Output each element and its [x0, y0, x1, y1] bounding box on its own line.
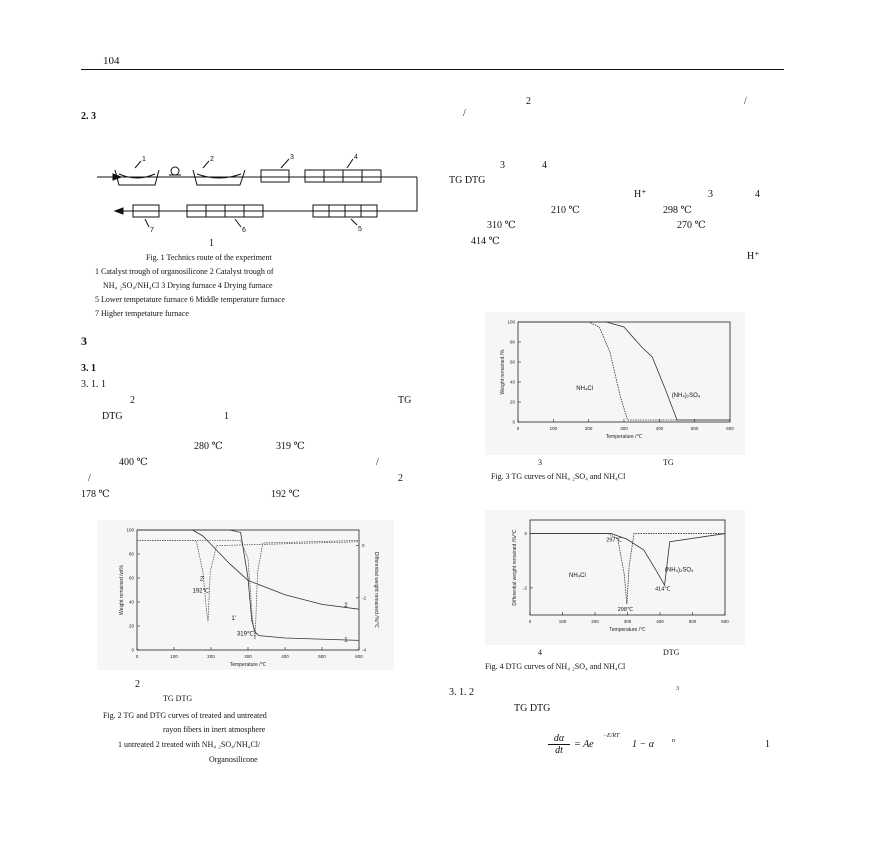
equation-tail: 1 − α	[632, 739, 654, 750]
page-number: 104	[103, 55, 120, 67]
fig3-y-axis-label: Weight remained /%	[500, 349, 506, 395]
fig1-label-6: 6	[242, 227, 246, 234]
fig4-annotation-297: 297℃	[606, 537, 622, 544]
fig2-series-line-2	[137, 530, 359, 609]
fig4-x-tick-label: 600	[721, 619, 729, 624]
equation-superscript: n	[672, 738, 675, 744]
fig1-caption: Fig. 1 Technics route of the experiment	[146, 253, 272, 262]
text-fragment: 2	[398, 473, 403, 484]
text-fragment: /	[88, 473, 91, 484]
fig4-caption: Fig. 4 DTG curves of NH₄ ₂SO₄ and NH₄Cl	[485, 662, 626, 671]
temp-280: 280 ℃	[194, 441, 223, 452]
fig3-plot-frame	[518, 322, 730, 422]
fig3-chart	[485, 312, 745, 455]
temp-270: 270 ℃	[677, 220, 706, 231]
text-fragment: 4	[755, 189, 760, 200]
text-fragment: TG DTG	[449, 175, 486, 186]
fig2-x-tick-label: 300	[244, 654, 252, 659]
fig3-annotation-nh4cl: NH₄Cl	[576, 386, 594, 392]
fig2-x-tick-label: 400	[281, 654, 289, 659]
fig3-y-tick-label: 20	[509, 399, 515, 405]
fig4-chart	[485, 510, 745, 645]
fig2-x-tick-label: 100	[170, 654, 178, 659]
fig4-x-axis-label: Temperature /℃	[609, 627, 646, 633]
fig2-x-tick-label: 0	[135, 654, 139, 659]
fig1-process-diagram	[95, 152, 425, 234]
fig3-y-tick-label: 60	[509, 359, 515, 365]
fig2-y2-tick-label: 0	[362, 543, 365, 549]
fig1-label-7: 7	[150, 227, 154, 234]
temp-192: 192 ℃	[271, 489, 300, 500]
fig2-annotation-1p: 1'	[231, 616, 236, 622]
header-rule	[81, 69, 784, 70]
fig2-x-tick-label: 500	[318, 654, 326, 659]
fig1-label-3: 3	[290, 154, 294, 161]
fig4-y-axis-label: Differential weight remained /%/℃	[512, 529, 518, 606]
fig3-y-tick-label: 0	[512, 419, 515, 425]
fig2-y2-tick-label: -4	[362, 647, 367, 653]
equation-exponent: −E/RT	[603, 733, 620, 739]
equation-lhs-denominator: dt	[548, 744, 570, 756]
fig3-x-tick-label: 0	[516, 426, 520, 431]
fig2-y-tick-label: 40	[128, 599, 134, 605]
fig1-legend-line-3: 5 Lower tempetature furnace 6 Middle temperature furnace	[95, 295, 285, 304]
fig1-label-1: 1	[142, 156, 146, 163]
section-3-1-2-heading: 3. 1. 2	[449, 687, 474, 698]
temp-298: 298 ℃	[663, 205, 692, 216]
text-fragment: 1	[224, 411, 229, 422]
fig3-x-tick-label: 600	[726, 426, 734, 431]
fig2-y-tick-label: 60	[128, 575, 134, 581]
equation-rhs: = Ae	[574, 739, 594, 750]
temp-319: 319 ℃	[276, 441, 305, 452]
fig3-y-tick-label: 40	[509, 379, 515, 385]
text-fragment: TG	[398, 395, 412, 406]
text-fragment: /	[376, 457, 379, 468]
text-fragment: 3	[676, 686, 679, 692]
fig2-annotation-1: 1	[344, 637, 348, 644]
fig2-annotation-2p: 2'	[199, 576, 205, 583]
temp-414: 414 ℃	[471, 236, 500, 247]
fig4-plot-frame	[530, 520, 725, 615]
fig3-number: 3	[538, 458, 542, 467]
fig3-x-tick-label: 200	[584, 426, 593, 431]
fig2-caption-1: Fig. 2 TG and DTG curves of treated and untreated	[103, 711, 267, 720]
fig1-label-5: 5	[358, 226, 362, 233]
fig4-x-tick-label: 300	[623, 619, 632, 624]
fig3-y-tick-label: 100	[507, 319, 515, 325]
fig4-x-tick-label: 400	[656, 619, 664, 624]
text-fragment: 2	[526, 96, 531, 107]
fig4-y-tick-label: 0	[524, 531, 527, 537]
fig2-sub: TG DTG	[163, 694, 193, 703]
text-fragment: TG DTG	[514, 703, 551, 714]
fig2-number: 2	[135, 679, 140, 690]
fig3-x-axis-label: Temperature /℃	[605, 434, 643, 440]
fig2-y2-axis-label: Differential weight remained /%/℃	[373, 551, 379, 629]
fig3-x-tick-label: 500	[690, 426, 699, 431]
fig4-series-line-1	[530, 534, 725, 605]
text-fragment: H⁺	[634, 189, 647, 200]
text-fragment: 3	[500, 160, 505, 171]
text-fragment: /	[744, 96, 747, 107]
fig2-y-tick-label: 20	[128, 623, 134, 629]
text-fragment: 3	[708, 189, 713, 200]
fig2-y-tick-label: 80	[128, 551, 134, 557]
fig4-annotation-nh4so4: (NH₄)₂SO₄	[664, 567, 694, 574]
fig2-y-tick-label: 100	[126, 527, 134, 533]
fig3-x-tick-label: 100	[549, 426, 558, 431]
fig4-annotation-298: 298℃	[617, 606, 634, 613]
fig1-legend-line-1: 1 Catalyst trough of organosilicone 2 Catalyst trough of	[95, 267, 274, 276]
fig4-series-line-2	[530, 534, 725, 586]
fig2-y-axis-label: Weight remained /wt%	[119, 565, 125, 615]
fig2-chart	[97, 520, 394, 670]
fig2-x-tick-label: 200	[207, 654, 215, 659]
temp-400: 400 ℃	[119, 457, 148, 468]
fig4-x-tick-label: 500	[688, 619, 697, 624]
fig4-number: 4	[538, 648, 542, 657]
fig2-dtg-line-1	[137, 540, 359, 639]
temp-178: 178 ℃	[81, 489, 110, 500]
fig1-label-2: 2	[210, 156, 214, 163]
fig3-x-tick-label: 400	[655, 426, 664, 431]
fig1-number: 1	[209, 238, 214, 249]
fig3-x-tick-label: 300	[620, 426, 628, 431]
fig4-y-tick-label: -2	[522, 585, 527, 591]
fig2-caption-2: rayon fibers in inert atmosphere	[163, 725, 266, 734]
section-3-1-1-heading: 3. 1. 1	[81, 379, 106, 390]
text-fragment: H⁺	[747, 251, 760, 262]
temp-310: 310 ℃	[487, 220, 516, 231]
fig2-annotation-319: 319℃	[236, 631, 254, 638]
fig4-x-tick-label: 0	[528, 619, 532, 624]
fig3-y-tick-label: 80	[509, 339, 515, 345]
fig2-y2-tick-label: -2	[362, 595, 367, 601]
fig3-series-line-1	[518, 322, 730, 420]
fig4-annotation-nh4cl: NH₄Cl	[569, 573, 586, 579]
fig2-annotation-2: 2	[344, 602, 348, 609]
fig1-legend-line-2: NH₄ ₂SO₄/NH₄Cl 3 Drying furnace 4 Drying furnace	[103, 281, 273, 290]
fig4-x-tick-label: 100	[558, 619, 567, 624]
text-fragment: /	[463, 108, 466, 119]
fig2-annotation-192: 192℃	[192, 588, 210, 595]
equation-lhs	[548, 733, 570, 756]
equation-lhs-numerator: dα	[553, 733, 565, 744]
fig2-series-line-1	[137, 530, 359, 640]
fig3-caption: Fig. 3 TG curves of NH₄ ₂SO₄ and NH₄Cl	[491, 472, 626, 481]
equation-number: 1	[765, 739, 770, 750]
section-3-heading: 3	[81, 334, 87, 348]
fig2-x-axis-label: Temperature /℃	[229, 662, 267, 668]
fig2-x-tick-label: 600	[355, 654, 363, 659]
text-fragment: 4	[542, 160, 547, 171]
fig1-label-4: 4	[354, 154, 358, 161]
fig2-caption-3: 1 untreated 2 treated with NH₄ ₂SO₄/NH₄Cl/	[118, 740, 261, 749]
temp-210: 210 ℃	[551, 205, 580, 216]
section-3-1-heading: 3. 1	[81, 363, 96, 374]
fig2-y-tick-label: 0	[131, 647, 134, 653]
text-fragment: DTG	[102, 411, 123, 422]
fig4-annotation-414: 414℃	[655, 586, 671, 593]
fig3-tg: TG	[663, 458, 674, 467]
text-fragment: 2	[130, 395, 135, 406]
fig4-dtg: DTG	[663, 648, 680, 657]
fig1-legend-line-4: 7 Higher tempetature furnace	[95, 309, 189, 318]
section-2-3-heading: 2. 3	[81, 111, 96, 122]
fig3-series-line-2	[518, 322, 730, 420]
fig3-annotation-nh4so4: (NH₄)₂SO₄	[671, 393, 701, 399]
fig4-x-tick-label: 200	[591, 619, 599, 624]
fig2-caption-4: Organosilicone	[209, 755, 258, 764]
